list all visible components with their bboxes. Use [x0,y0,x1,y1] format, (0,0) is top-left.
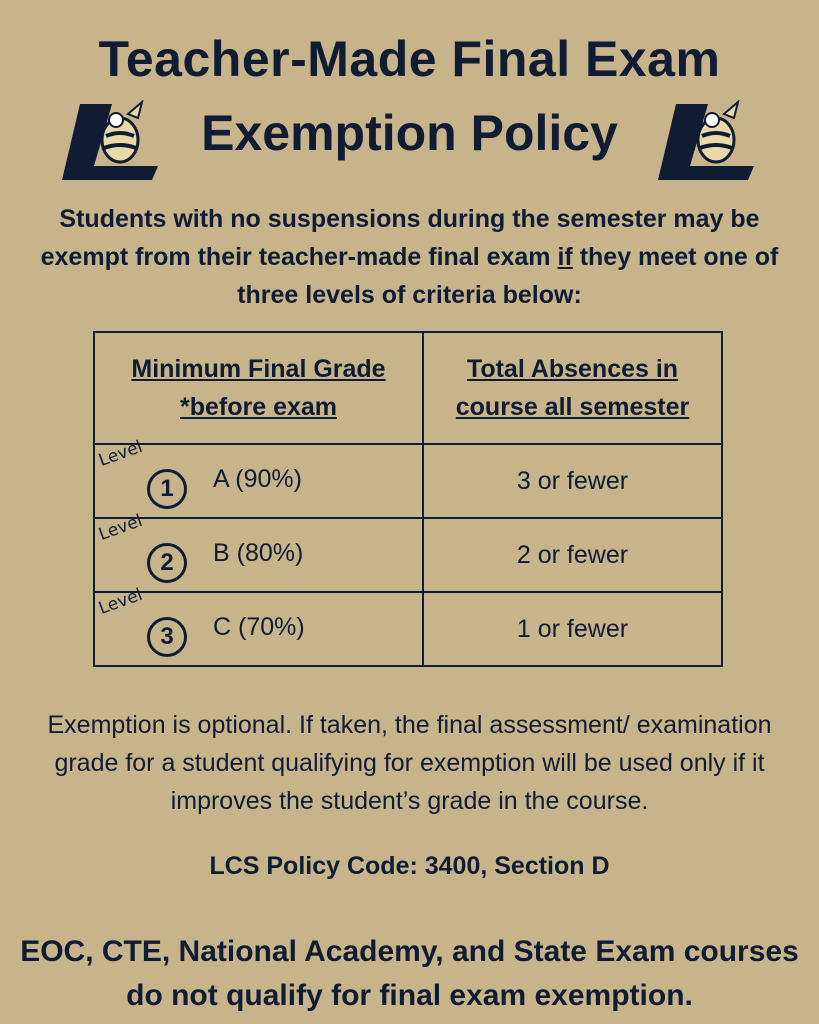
ineligible-courses-notice: EOC, CTE, National Academy, and State Exam courses do not qualify for final exam exemption. [20,935,799,1012]
intro-emphasis: if [557,243,573,271]
absences-value: 3 or fewer [423,444,722,518]
level-number-badge: 2 [147,543,187,583]
header-min-grade-line2: *before exam [179,393,338,421]
level-label: Level [96,436,146,471]
exemption-note: Exemption is optional. If taken, the final assessment/ examination grade for a student qualifying for exemption will be used only if it improves the student’s grade in the course. [47,711,772,815]
table-row [94,592,722,666]
header-absences-line1: Total Absences in [466,355,679,383]
exemption-criteria-table [93,331,723,667]
intro-text-after: they meet one of three levels of criteria below: [237,243,779,309]
grade-value: C (70%) [213,613,305,641]
level-label: Level [96,510,146,545]
level-number-badge: 3 [147,617,187,657]
table-row [94,518,722,592]
absences-value: 1 or fewer [423,592,722,666]
table-row [94,444,722,518]
table-header-row [94,332,722,444]
grade-value: B (80%) [213,539,304,567]
level-number-badge: 1 [147,469,187,509]
header-total-absences [423,332,722,444]
page-title-line1: Teacher-Made Final Exam [98,31,721,87]
intro-text-before: Students with no suspensions during the semester may be exempt from their teacher-made final exam [40,205,760,271]
level-label: Level [96,584,146,619]
grade-cell [94,584,423,666]
header-min-grade-line1: Minimum Final Grade [131,355,386,383]
policy-code: LCS Policy Code: 3400, Section D [209,852,610,880]
intro-paragraph [20,200,799,314]
absences-value: 2 or fewer [423,518,722,592]
grade-cell [94,436,423,518]
page-title-line2: Exemption Policy [201,105,618,161]
header-min-grade [94,332,423,444]
header-absences-line2: course all semester [455,393,690,421]
grade-value: A (90%) [213,465,302,493]
grade-cell [94,510,423,592]
